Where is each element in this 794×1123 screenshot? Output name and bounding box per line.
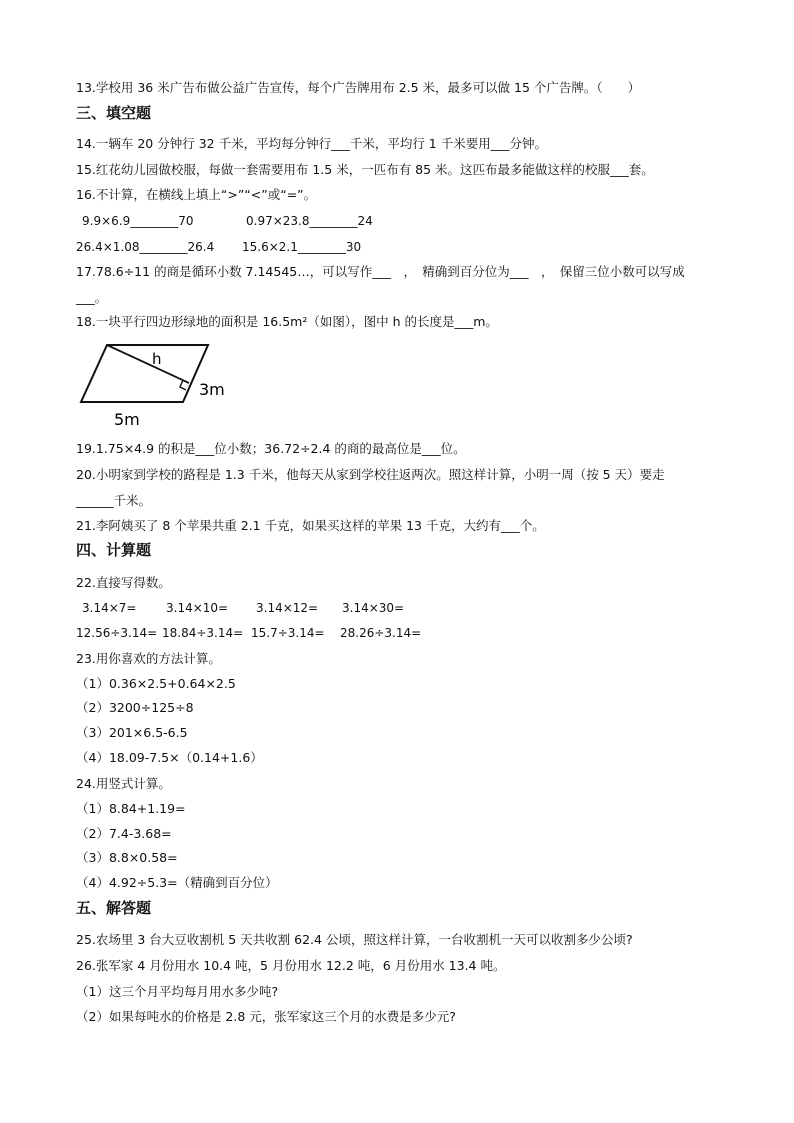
q23-item: （1）0.36×2.5+0.64×2.5: [76, 676, 236, 691]
question-26: 26.张军家 4 月份用水 10.4 吨，5 月份用水 12.2 吨，6 月份用水 13.4 吨。: [76, 958, 506, 973]
question-19: 19.1.75×4.9 的积是___位小数；36.72÷2.4 的商的最高位是___位。: [76, 441, 466, 456]
q22-item: 15.7÷3.14=: [251, 626, 325, 640]
question-14: 14.一辆车 20 分钟行 32 千米，平均每分钟行___千米，平均行 1 千米要用___分钟。: [76, 136, 547, 151]
section-heading-calculation: 四、计算题: [76, 541, 152, 559]
q16-item: 0.97×23.8________24: [246, 214, 373, 228]
q22-item: 28.26÷3.14=: [340, 626, 422, 640]
question-13: 13.学校用 36 米广告布做公益广告宣传，每个广告牌用布 2.5 米，最多可以做 15 个广告牌。（ ）: [76, 80, 641, 95]
question-23: 23.用你喜欢的方法计算。: [76, 651, 221, 666]
parallelogram-shape: [81, 345, 208, 402]
height-line: [107, 345, 189, 383]
parallelogram-figure: [76, 337, 226, 427]
question-20: 20.小明家到学校的路程是 1.3 千米，他每天从家到学校往返两次。照这样计算，小明一周（按 5 天）要走: [76, 467, 665, 482]
q23-item: （2）3200÷125÷8: [76, 700, 194, 715]
section-heading-word-problems: 五、解答题: [76, 899, 152, 917]
q16-item: 15.6×2.1________30: [242, 240, 362, 254]
question-17: 17.78.6÷11 的商是循环小数 7.14545…，可以写作___ ， 精确到百分位为___ ， 保留三位小数可以写成: [76, 264, 685, 279]
q22-item: 3.14×7=: [82, 601, 137, 615]
q16-item: 26.4×1.08________26.4: [76, 240, 215, 254]
q26-item: （2）如果每吨水的价格是 2.8 元，张军家这三个月的水费是多少元?: [76, 1009, 456, 1024]
question-25: 25.农场里 3 台大豆收割机 5 天共收割 62.4 公顷，照这样计算，一台收割机一天可以收割多少公顷?: [76, 932, 633, 947]
q24-item: （1）8.84+1.19=: [76, 801, 186, 816]
question-20-continued: ______千米。: [76, 493, 152, 508]
q16-item: 9.9×6.9________70: [82, 214, 194, 228]
q22-item: 12.56÷3.14=: [76, 626, 158, 640]
base-length-label: 5m: [114, 410, 140, 427]
q26-item: （1）这三个月平均每月用水多少吨?: [76, 984, 279, 999]
question-16: 16.不计算，在横线上填上“>”“<”或“=”。: [76, 187, 317, 202]
question-18: 18.一块平行四边形绿地的面积是 16.5m²（如图），图中 h 的长度是___m。: [76, 314, 498, 329]
height-label: h: [152, 350, 162, 368]
q22-item: 18.84÷3.14=: [162, 626, 244, 640]
q24-item: （3）8.8×0.58=: [76, 850, 178, 865]
question-24: 24.用竖式计算。: [76, 776, 171, 791]
q24-item: （2）7.4-3.68=: [76, 826, 172, 841]
question-22: 22.直接写得数。: [76, 575, 171, 590]
q24-item: （4）4.92÷5.3=（精确到百分位）: [76, 875, 278, 890]
question-17-continued: ___。: [76, 290, 108, 305]
q22-item: 3.14×12=: [256, 601, 319, 615]
q22-item: 3.14×10=: [166, 601, 229, 615]
q23-item: （4）18.09-7.5×（0.14+1.6）: [76, 750, 263, 765]
q22-item: 3.14×30=: [342, 601, 405, 615]
question-15: 15.红花幼儿园做校服，每做一套需要用布 1.5 米，一匹布有 85 米。这匹布最多能做这样的校服___套。: [76, 162, 654, 177]
question-21: 21.李阿姨买了 8 个苹果共重 2.1 千克，如果买这样的苹果 13 千克，大约有___个。: [76, 518, 545, 533]
q23-item: （3）201×6.5-6.5: [76, 725, 188, 740]
side-length-label: 3m: [199, 380, 225, 399]
section-heading-fill-in: 三、填空题: [76, 104, 152, 122]
